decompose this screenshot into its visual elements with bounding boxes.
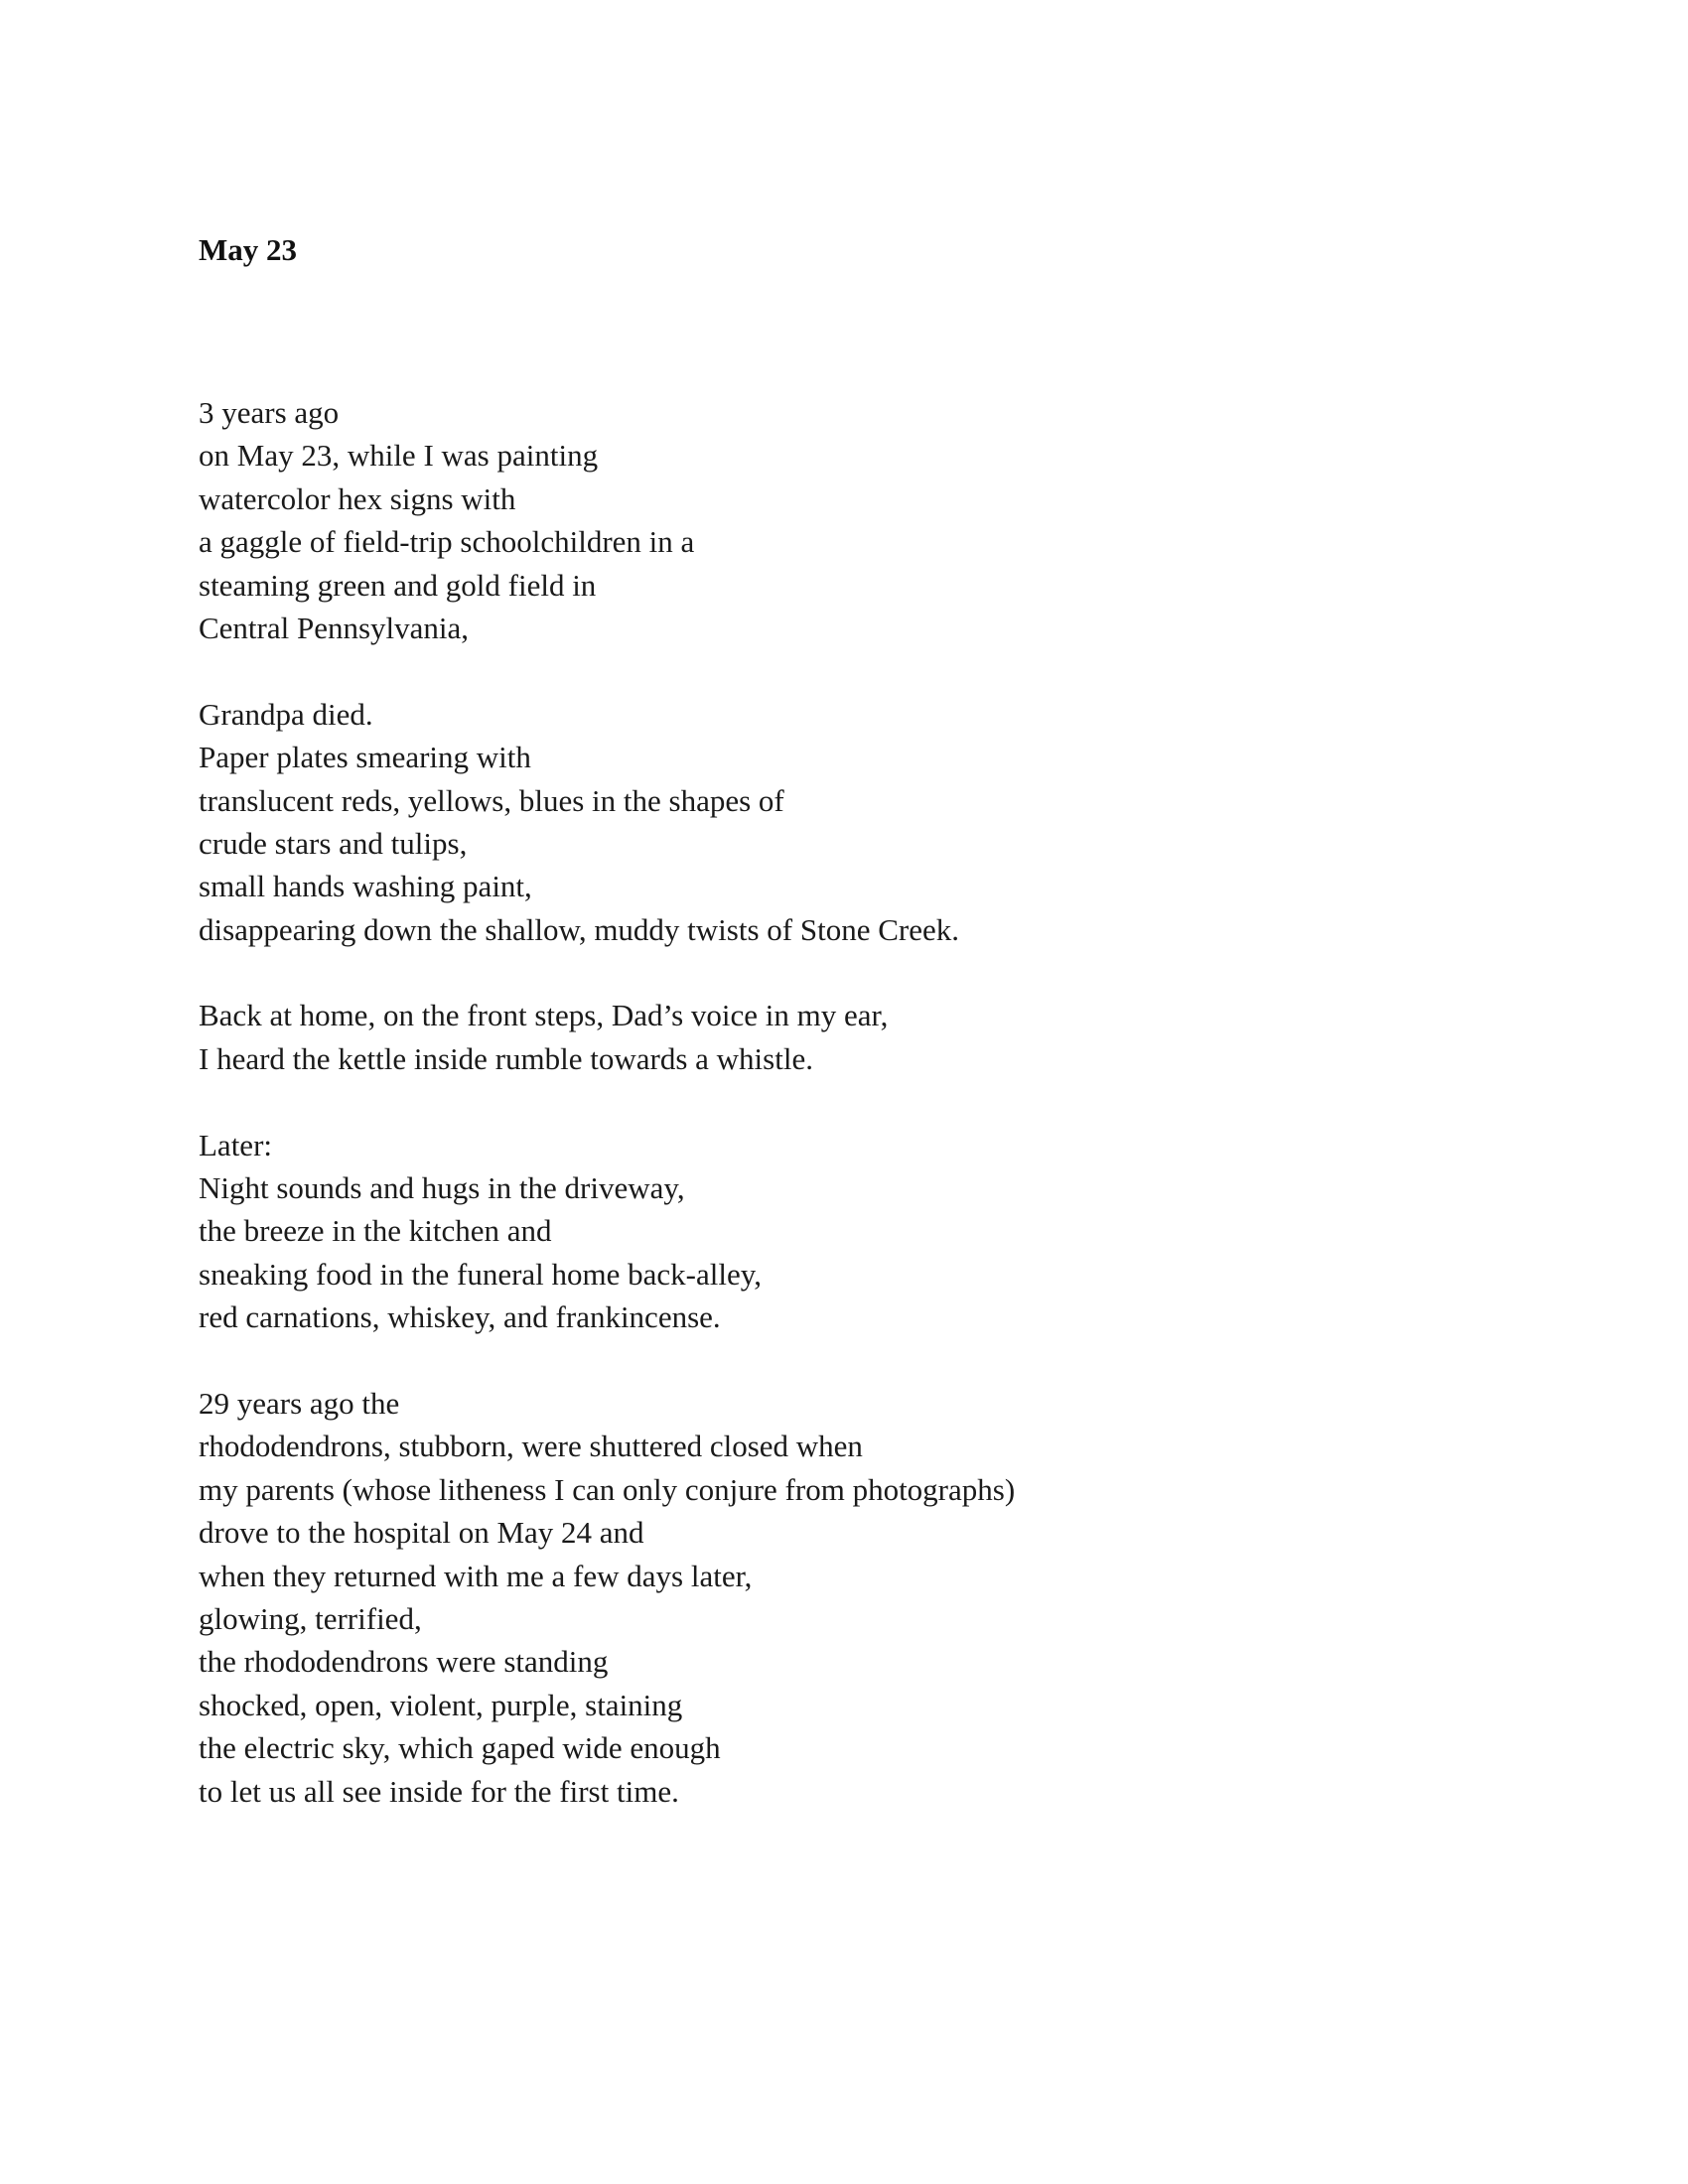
poem-line: sneaking food in the funeral home back-alley, <box>199 1256 762 1292</box>
poem-line: shocked, open, violent, purple, staining <box>199 1687 683 1722</box>
poem-line: Later: <box>199 1127 273 1162</box>
poem-line: steaming green and gold field in <box>199 567 597 603</box>
poem-line: 29 years ago the <box>199 1385 400 1421</box>
poem-title: May 23 <box>199 232 298 267</box>
poem-line: when they returned with me a few days later, <box>199 1558 753 1593</box>
poem-line: a gaggle of field-trip schoolchildren in a <box>199 524 695 560</box>
poem-line: Grandpa died. <box>199 696 373 732</box>
poem-body <box>199 391 1489 1855</box>
poem-line: Back at home, on the front steps, Dad’s voice in my ear, <box>199 998 889 1033</box>
poem-line: to let us all see inside for the first time. <box>199 1773 679 1809</box>
poem-line: glowing, terrified, <box>199 1600 422 1636</box>
poem-line: Paper plates smearing with <box>199 740 531 775</box>
poem-line: on May 23, while I was painting <box>199 438 599 474</box>
poem-line: 3 years ago <box>199 395 340 430</box>
poem-line: the rhododendrons were standing <box>199 1644 609 1680</box>
poem-line: the electric sky, which gaped wide enough <box>199 1730 721 1766</box>
poem-line: my parents (whose litheness I can only conjure from photographs) <box>199 1471 1016 1507</box>
stanza <box>199 1124 1489 1339</box>
poem-line: drove to the hospital on May 24 and <box>199 1515 644 1551</box>
poem-line: I heard the kettle inside rumble towards a whistle. <box>199 1040 813 1076</box>
stanza <box>199 994 1489 1080</box>
poem-line: watercolor hex signs with <box>199 480 516 516</box>
poem-line: rhododendrons, stubborn, were shuttered closed when <box>199 1429 863 1464</box>
poem-line: disappearing down the shallow, muddy twists of Stone Creek. <box>199 911 959 947</box>
stanza <box>199 391 1489 649</box>
poem-line: the breeze in the kitchen and <box>199 1213 552 1249</box>
poem-line: Night sounds and hugs in the driveway, <box>199 1170 685 1206</box>
poem-line: translucent reds, yellows, blues in the shapes of <box>199 782 784 818</box>
stanza <box>199 693 1489 951</box>
poem-line: Central Pennsylvania, <box>199 610 470 645</box>
poem-line: small hands washing paint, <box>199 869 532 904</box>
poem-line: red carnations, whiskey, and frankincense. <box>199 1299 721 1335</box>
poem-line: crude stars and tulips, <box>199 825 468 861</box>
stanza <box>199 1382 1489 1813</box>
